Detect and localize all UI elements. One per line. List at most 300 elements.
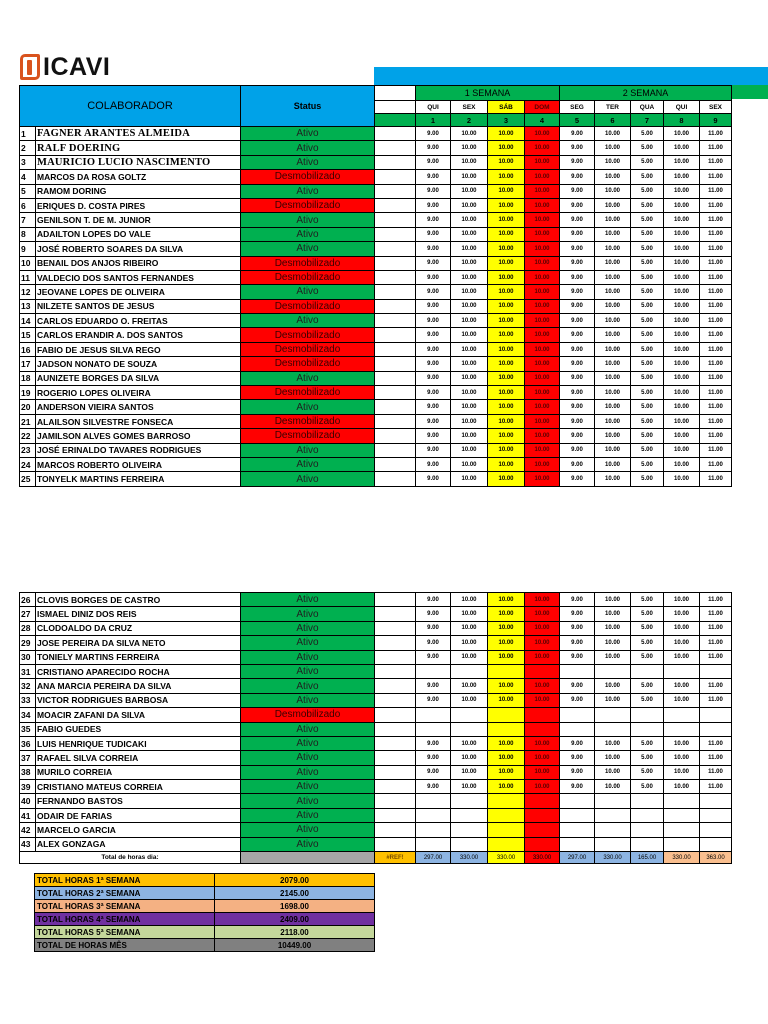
hours-cell [700,823,732,837]
day-number-cell: 7 [631,114,664,127]
hours-cell: 9.00 [560,400,595,414]
hours-cell: 10.00 [664,213,700,227]
hours-cell: 10.00 [451,414,488,428]
row-number: 35 [20,722,36,736]
day-number-cell: 9 [700,114,732,127]
summary-label: TOTAL DE HORAS MÊS [35,939,215,952]
spacer-cell [375,736,416,750]
hours-cell: 10.00 [525,472,560,486]
hours-cell: 11.00 [700,621,732,635]
hours-cell [595,837,631,851]
row-number: 3 [20,155,36,169]
hours-cell: 9.00 [560,227,595,241]
hours-cell: 10.00 [664,184,700,198]
status-cell: Ativo [241,794,375,808]
hours-cell: 10.00 [595,607,631,621]
day-name-cell: TER [595,101,631,114]
hours-cell: 11.00 [700,371,732,385]
hours-cell: 10.00 [488,170,525,184]
hours-cell: 10.00 [664,270,700,284]
hours-cell: 10.00 [525,198,560,212]
hours-cell: 10.00 [664,593,700,607]
hours-cell: 5.00 [631,155,664,169]
hours-cell: 11.00 [700,414,732,428]
table-row [20,400,732,414]
hours-cell: 10.00 [525,371,560,385]
hours-cell: 9.00 [560,371,595,385]
hours-cell [416,823,451,837]
hours-cell: 9.00 [560,636,595,650]
hours-cell: 5.00 [631,213,664,227]
status-cell: Ativo [241,443,375,457]
day-name-cell: SEG [560,101,595,114]
table-row [20,386,732,400]
hours-cell: 9.00 [416,213,451,227]
row-number: 21 [20,414,36,428]
hours-cell: 10.00 [595,593,631,607]
employee-name: ISMAEL DINIZ DOS REIS [36,607,241,621]
summary-value: 1698.00 [215,900,375,913]
table-row [20,780,732,794]
hours-cell: 11.00 [700,693,732,707]
hours-cell: 5.00 [631,184,664,198]
hours-cell [560,708,595,722]
employee-name: CLODOALDO DA CRUZ [36,621,241,635]
summary-label: TOTAL HORAS 5ª SEMANA [35,926,215,939]
hours-cell: 9.00 [416,357,451,371]
status-cell: Ativo [241,371,375,385]
hours-cell: 10.00 [488,227,525,241]
status-cell: Desmobilizado [241,342,375,356]
hours-cell: 11.00 [700,765,732,779]
hours-cell: 9.00 [560,457,595,471]
day-name-cell: DOM [525,101,560,114]
hours-cell: 10.00 [595,679,631,693]
timesheet-table-part1 [19,85,732,487]
hours-cell [560,664,595,678]
status-cell: Ativo [241,314,375,328]
hours-cell: 5.00 [631,457,664,471]
spacer-cell [375,127,416,141]
hours-cell: 5.00 [631,342,664,356]
day-name-cell: SEX [451,101,488,114]
summary-row [35,913,375,926]
hours-cell: 5.00 [631,751,664,765]
hours-cell: 10.00 [488,429,525,443]
hours-cell: 10.00 [451,170,488,184]
hours-cell: 11.00 [700,400,732,414]
hours-cell: 9.00 [560,198,595,212]
hours-cell [525,823,560,837]
spacer-cell [375,765,416,779]
employee-name: CRISTIANO APARECIDO ROCHA [36,664,241,678]
hours-cell: 10.00 [595,227,631,241]
hours-cell: 10.00 [595,400,631,414]
hours-cell: 9.00 [416,342,451,356]
status-cell: Desmobilizado [241,386,375,400]
day-name-cell: QUI [664,101,700,114]
hours-cell: 10.00 [664,371,700,385]
table-row [20,765,732,779]
hours-cell: 10.00 [451,765,488,779]
hours-cell: 9.00 [416,386,451,400]
hours-cell: 9.00 [416,736,451,750]
hours-cell [525,664,560,678]
day-name-cell: QUA [631,101,664,114]
row-number: 14 [20,314,36,328]
day-name-cell: SEX [700,101,732,114]
hours-cell: 9.00 [560,342,595,356]
hours-cell: 10.00 [451,780,488,794]
hours-cell: 5.00 [631,443,664,457]
status-cell: Ativo [241,664,375,678]
status-cell: Ativo [241,823,375,837]
hours-cell: 10.00 [488,693,525,707]
hours-cell: 9.00 [416,472,451,486]
hours-cell [595,823,631,837]
hours-cell: 9.00 [560,607,595,621]
status-cell: Desmobilizado [241,708,375,722]
row-number: 30 [20,650,36,664]
employee-name: TONIELY MARTINS FERREIRA [36,650,241,664]
spacer-cell [375,328,416,342]
hours-cell: 11.00 [700,285,732,299]
hours-cell: 10.00 [451,443,488,457]
row-number: 38 [20,765,36,779]
hours-cell: 9.00 [416,328,451,342]
hours-cell: 5.00 [631,780,664,794]
day-total-cell: 330.00 [451,852,488,864]
status-cell: Ativo [241,722,375,736]
hours-cell: 11.00 [700,127,732,141]
hours-cell: 9.00 [560,184,595,198]
hours-cell: 10.00 [451,679,488,693]
hours-cell [560,837,595,851]
hours-cell: 10.00 [488,155,525,169]
hours-cell: 10.00 [664,198,700,212]
day-total-cell: 330.00 [525,852,560,864]
hours-cell: 9.00 [416,443,451,457]
hours-cell: 10.00 [488,636,525,650]
status-cell: Ativo [241,472,375,486]
spacer-cell [375,679,416,693]
status-cell: Ativo [241,650,375,664]
hours-cell [451,808,488,822]
hours-cell: 10.00 [451,736,488,750]
totals-ref-cell: #REF! [375,852,416,864]
hours-cell: 9.00 [560,679,595,693]
hours-cell: 10.00 [488,650,525,664]
hours-cell: 9.00 [416,127,451,141]
hours-cell: 9.00 [560,693,595,707]
hours-cell: 10.00 [451,227,488,241]
hours-cell: 11.00 [700,299,732,313]
spacer-cell [375,837,416,851]
hours-cell: 10.00 [525,328,560,342]
hours-cell: 10.00 [451,607,488,621]
status-cell: Desmobilizado [241,270,375,284]
row-number: 32 [20,679,36,693]
hours-cell [631,823,664,837]
employee-name: CARLOS EDUARDO O. FREITAS [36,314,241,328]
hours-cell [451,708,488,722]
table-row [20,636,732,650]
hours-cell: 10.00 [488,371,525,385]
day-number-cell: 6 [595,114,631,127]
summary-value: 2118.00 [215,926,375,939]
hours-cell: 10.00 [595,751,631,765]
hours-cell: 9.00 [416,170,451,184]
row-number: 1 [20,127,36,141]
hours-cell [700,664,732,678]
spacer-cell [375,242,416,256]
hours-cell: 10.00 [595,127,631,141]
hours-cell: 10.00 [664,256,700,270]
hours-cell [525,794,560,808]
hours-cell [488,808,525,822]
hours-cell: 9.00 [416,780,451,794]
table-row [20,429,732,443]
hours-cell: 5.00 [631,170,664,184]
header-accent-bar [374,67,768,85]
spacer-cell [375,213,416,227]
employee-name: MAURICIO LUCIO NASCIMENTO [36,155,241,169]
day-total-cell: 330.00 [664,852,700,864]
hours-cell: 10.00 [664,227,700,241]
hours-cell: 10.00 [525,650,560,664]
hours-cell: 10.00 [664,386,700,400]
status-cell: Ativo [241,837,375,851]
table-row [20,371,732,385]
hours-cell: 10.00 [488,736,525,750]
hours-cell: 9.00 [560,780,595,794]
hours-cell [560,823,595,837]
hours-cell: 10.00 [488,285,525,299]
hours-cell: 10.00 [664,314,700,328]
hours-cell: 9.00 [416,414,451,428]
hours-cell: 5.00 [631,141,664,155]
hours-cell [416,664,451,678]
status-cell: Desmobilizado [241,299,375,313]
hours-cell: 10.00 [451,472,488,486]
hours-cell: 9.00 [416,184,451,198]
hours-cell: 10.00 [488,414,525,428]
hours-cell [631,837,664,851]
hours-cell: 10.00 [525,242,560,256]
hours-cell: 9.00 [560,593,595,607]
hours-cell: 5.00 [631,386,664,400]
employee-name: JAMILSON ALVES GOMES BARROSO [36,429,241,443]
hours-cell: 11.00 [700,736,732,750]
table-row [20,285,732,299]
hours-cell: 9.00 [416,256,451,270]
employee-name: JOSÉ ROBERTO SOARES DA SILVA [36,242,241,256]
hours-cell: 10.00 [525,736,560,750]
row-number: 24 [20,457,36,471]
logo-icon [20,54,40,80]
spacer-cell [375,314,416,328]
hours-cell: 10.00 [525,765,560,779]
hours-cell: 10.00 [595,213,631,227]
row-number: 42 [20,823,36,837]
hours-cell: 10.00 [664,429,700,443]
hours-cell: 9.00 [416,607,451,621]
hours-cell [631,808,664,822]
hours-cell: 9.00 [560,127,595,141]
spacer-cell [375,722,416,736]
hours-cell [700,837,732,851]
hours-cell: 10.00 [451,357,488,371]
hours-cell [451,664,488,678]
hours-cell: 10.00 [664,650,700,664]
hours-cell: 9.00 [416,429,451,443]
day-number-cell: 8 [664,114,700,127]
hours-cell: 5.00 [631,593,664,607]
hours-cell: 10.00 [595,693,631,707]
hours-cell: 10.00 [525,127,560,141]
status-cell: Ativo [241,457,375,471]
hours-cell: 10.00 [664,170,700,184]
hours-cell: 10.00 [664,127,700,141]
spacer-cell [375,650,416,664]
hours-cell: 5.00 [631,472,664,486]
hours-cell: 10.00 [595,299,631,313]
hours-cell: 9.00 [416,242,451,256]
hours-cell: 11.00 [700,256,732,270]
spacer-cell [375,751,416,765]
row-number: 28 [20,621,36,635]
hours-cell: 9.00 [560,141,595,155]
hours-cell [451,722,488,736]
hours-cell: 10.00 [525,457,560,471]
employee-name: MARCOS DA ROSA GOLTZ [36,170,241,184]
hours-cell: 9.00 [560,443,595,457]
hours-cell: 10.00 [664,607,700,621]
hours-cell: 10.00 [664,443,700,457]
summary-value: 2409.00 [215,913,375,926]
row-number: 16 [20,342,36,356]
hours-cell: 11.00 [700,751,732,765]
hours-cell: 10.00 [595,650,631,664]
hours-cell: 10.00 [525,593,560,607]
hours-cell [631,664,664,678]
hours-cell: 10.00 [525,693,560,707]
hours-cell [451,823,488,837]
hours-cell: 10.00 [488,679,525,693]
hours-cell: 10.00 [525,155,560,169]
hours-cell: 10.00 [664,780,700,794]
hours-cell: 10.00 [488,780,525,794]
day-total-cell: 297.00 [560,852,595,864]
spacer-cell [375,357,416,371]
hours-cell: 5.00 [631,242,664,256]
spacer-cell [375,808,416,822]
hours-cell: 10.00 [595,285,631,299]
hours-cell: 10.00 [488,593,525,607]
hours-cell: 5.00 [631,328,664,342]
employee-name: FAGNER ARANTES ALMEIDA [36,127,241,141]
hours-cell: 10.00 [488,198,525,212]
hours-cell: 10.00 [664,736,700,750]
hours-cell [664,708,700,722]
status-header: Status [241,86,375,127]
hours-cell: 10.00 [451,693,488,707]
employee-name: ANA MARCIA PEREIRA DA SILVA [36,679,241,693]
row-number: 39 [20,780,36,794]
hours-cell: 10.00 [595,621,631,635]
hours-cell: 5.00 [631,227,664,241]
hours-cell: 10.00 [451,141,488,155]
employee-name: LUIS HENRIQUE TUDICAKI [36,736,241,750]
summary-label: TOTAL HORAS 2ª SEMANA [35,887,215,900]
hours-cell [700,708,732,722]
hours-cell: 10.00 [525,357,560,371]
table-row [20,664,732,678]
table-row [20,808,732,822]
employee-name: JOSE PEREIRA DA SILVA NETO [36,636,241,650]
hours-cell: 10.00 [488,472,525,486]
hours-cell [595,794,631,808]
status-cell: Desmobilizado [241,357,375,371]
spacer-cell [375,621,416,635]
summary-label: TOTAL HORAS 4ª SEMANA [35,913,215,926]
status-cell: Desmobilizado [241,414,375,428]
summary-label: TOTAL HORAS 3ª SEMANA [35,900,215,913]
hours-cell [664,837,700,851]
hours-cell [525,808,560,822]
spacer-cell [375,227,416,241]
hours-cell: 9.00 [416,141,451,155]
status-cell: Desmobilizado [241,256,375,270]
hours-cell: 5.00 [631,414,664,428]
row-number: 11 [20,270,36,284]
day-number-cell: 3 [488,114,525,127]
employee-name: ERIQUES D. COSTA PIRES [36,198,241,212]
hours-cell: 9.00 [416,227,451,241]
hours-cell: 10.00 [595,457,631,471]
employee-name: FABIO DE JESUS SILVA REGO [36,342,241,356]
hours-cell: 10.00 [488,400,525,414]
status-cell: Ativo [241,213,375,227]
hours-cell [664,664,700,678]
hours-cell: 10.00 [595,184,631,198]
table-row [20,794,732,808]
hours-cell: 10.00 [664,751,700,765]
day-number-cell: 2 [451,114,488,127]
table-row [20,270,732,284]
employee-name: GENILSON T. DE M. JUNIOR [36,213,241,227]
hours-cell: 10.00 [525,429,560,443]
hours-cell [700,808,732,822]
hours-cell: 10.00 [664,457,700,471]
table-row [20,693,732,707]
status-cell: Ativo [241,736,375,750]
employee-name: AUNIZETE BORGES DA SILVA [36,371,241,385]
status-cell: Desmobilizado [241,170,375,184]
employee-name: MARCELO GARCIA [36,823,241,837]
colaborador-header: COLABORADOR [20,86,241,127]
table-row [20,650,732,664]
table-row [20,443,732,457]
hours-cell: 10.00 [451,636,488,650]
hours-cell: 10.00 [595,443,631,457]
employee-name: VICTOR RODRIGUES BARBOSA [36,693,241,707]
table-row [20,342,732,356]
hours-cell: 11.00 [700,429,732,443]
table-row [20,328,732,342]
hours-cell: 5.00 [631,357,664,371]
employee-name: VALDECIO DOS SANTOS FERNANDES [36,270,241,284]
